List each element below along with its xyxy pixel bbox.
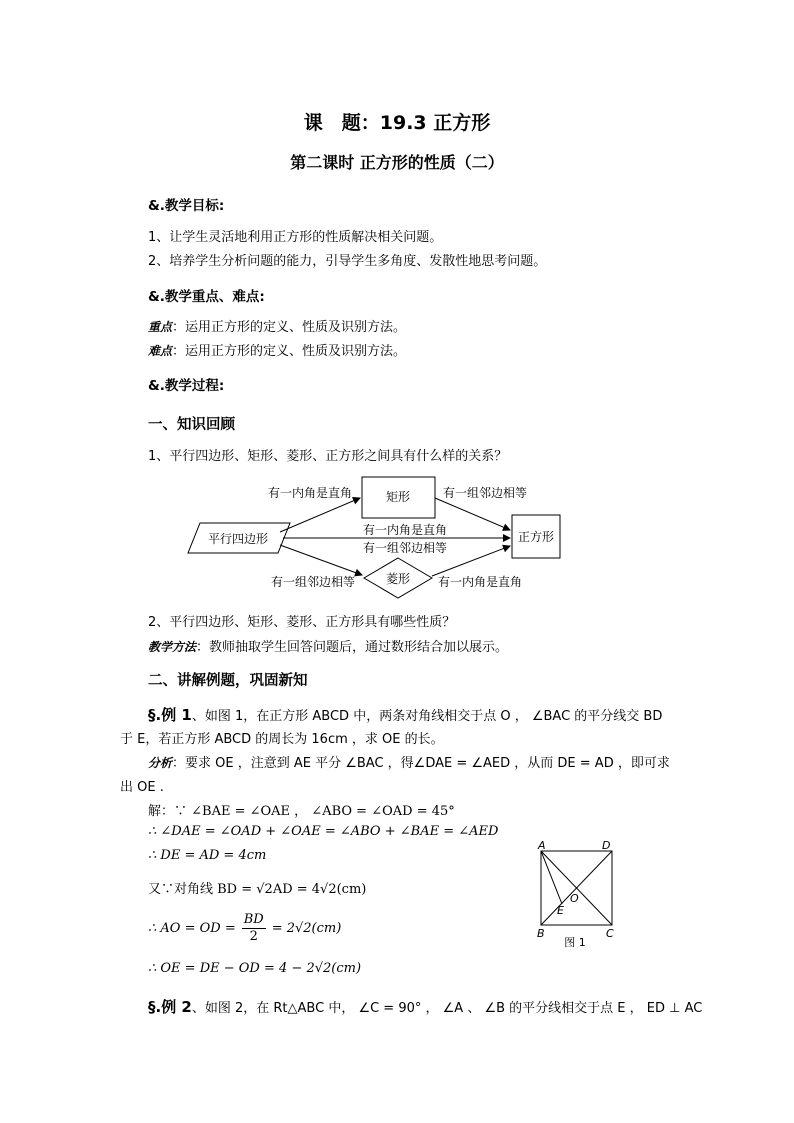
goal-item-2: 2、培养学生分析问题的能力，引导学生多角度、发散性地思考问题。: [148, 254, 547, 269]
label-adjacent-equal-1: 有一组邻边相等: [442, 486, 528, 500]
solution-step-3: ∴ DE = AD = 4cm: [148, 848, 267, 863]
part1-heading: 一、知识回顾: [148, 417, 235, 433]
arrow-parallelogram-rectangle: [280, 498, 360, 532]
difficulty-line: [148, 340, 406, 359]
analysis-label: 分析: [148, 756, 173, 770]
teaching-method-label: 教学方法: [148, 640, 197, 654]
example-2-label: §.例 2: [148, 998, 192, 1016]
example-1-line-2: 于 E，若正方形 ABCD 的周长为 16cm ，求 OE 的长。: [120, 732, 444, 747]
key-point-text: ：运用正方形的定义、性质及识别方法。: [172, 320, 407, 335]
point-label-b: B: [537, 927, 545, 940]
solution-step-2: ∴ ∠DAE = ∠OAD + ∠OAE = ∠ABO + ∠BAE = ∠AED: [148, 824, 499, 839]
solution-step-4: 又∵对角线 BD = √2AD = 4√2(cm): [148, 882, 367, 897]
difficulty-text: ：运用正方形的定义、性质及识别方法。: [172, 344, 407, 359]
quadrilateral-relation-diagram: [180, 470, 580, 602]
rhombus-label: 菱形: [385, 572, 411, 586]
arrow-parallelogram-rhombus: [280, 545, 362, 575]
label-right-angle-2: 有一内角是直角: [362, 523, 448, 537]
point-label-e: E: [557, 904, 564, 917]
point-label-c: C: [606, 927, 614, 940]
lesson-subtitle: 第二课时 正方形的性质（二）: [290, 153, 504, 172]
keypoints-heading: &.教学重点、难点:: [148, 289, 265, 305]
example-2-line: [148, 996, 702, 1017]
example-1-text-1: 、如图 1，在正方形 ABCD 中，两条对角线相交于点 O ， ∠BAC 的平分线交 BD: [191, 709, 663, 724]
bisector-ae: [541, 851, 562, 904]
square-label: 正方形: [517, 530, 555, 544]
process-heading: &.教学过程:: [148, 378, 225, 394]
question-1: 1、平行四边形、矩形、菱形、正方形之间具有什么样的关系？: [148, 449, 508, 464]
label-right-angle-1: 有一内角是直角: [267, 486, 353, 500]
key-point-line: [148, 316, 406, 335]
figure-1-square: [530, 836, 620, 952]
figure-1-caption: 图 1: [564, 936, 586, 949]
solution-step-5-pre: ∴ AO = OD =: [148, 920, 236, 936]
teaching-method-text: ：教师抽取学生回答问题后，通过数形结合加以展示。: [196, 640, 509, 655]
solution-step-5: [148, 908, 341, 948]
fraction-denominator: 2: [249, 928, 258, 944]
rectangle-label: 矩形: [385, 490, 411, 504]
goal-item-1: 1、让学生灵活地利用正方形的性质解决相关问题。: [148, 230, 443, 245]
lesson-title: 课 题：19.3 正方形: [303, 112, 491, 134]
solution-step-5-post: = 2√2(cm): [271, 920, 342, 936]
solution-step-5-fraction: [242, 912, 266, 945]
analysis-line-2: 出 OE .: [120, 780, 164, 795]
difficulty-label: 难点: [148, 344, 173, 358]
question-2: 2、平行四边形、矩形、菱形、正方形具有哪些性质？: [148, 615, 456, 630]
analysis-line-1: [148, 752, 670, 771]
solution-step-6: ∴ OE = DE − OD = 4 − 2√2(cm): [148, 961, 362, 976]
solution-step-1: 解：∵ ∠BAE = ∠OAE ， ∠ABO = ∠OAD = 45°: [148, 804, 455, 819]
point-label-a: A: [538, 839, 546, 852]
example-2-text: 、如图 2，在 Rt△ABC 中， ∠C = 90° ， ∠A 、 ∠B 的平分线相交于点 E ， ED ⊥ AC: [191, 1001, 703, 1016]
label-right-angle-3: 有一内角是直角: [437, 575, 523, 589]
part2-heading: 二、讲解例题，巩固新知: [148, 673, 308, 689]
analysis-text-1: ：要求 OE ，注意到 AE 平分 ∠BAC ，得∠DAE = ∠AED ，从而 DE = AD ，即可求: [172, 756, 670, 771]
label-adjacent-equal-3: 有一组邻边相等: [270, 575, 356, 589]
label-adjacent-equal-2: 有一组邻边相等: [362, 541, 448, 555]
point-label-o: O: [570, 892, 579, 905]
goals-heading: &.教学目标:: [148, 198, 225, 214]
example-1-line-1: [148, 704, 662, 725]
fraction-numerator: BD: [243, 911, 264, 927]
teaching-method-line: [148, 636, 508, 655]
example-1-label: §.例 1: [148, 706, 192, 724]
key-point-label: 重点: [148, 320, 173, 334]
point-label-d: D: [602, 839, 611, 852]
parallelogram-label: 平行四边形: [207, 532, 269, 546]
